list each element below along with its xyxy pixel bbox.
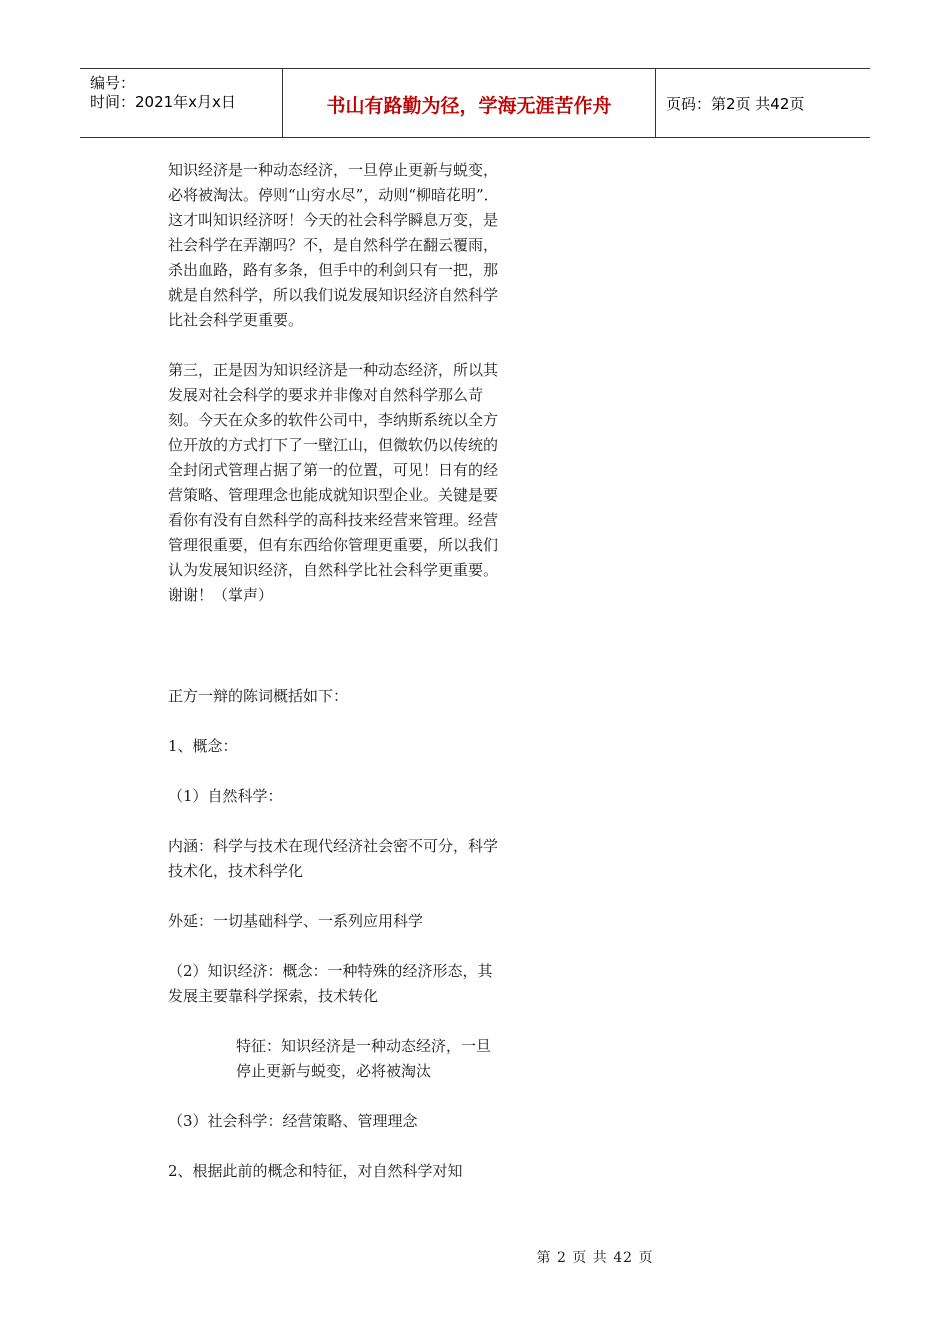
body-paragraph: 知识经济是一种动态经济，一旦停止更新与蜕变，必将被淘汰。停则“山穷水尽”，动则“柳暗花明”．这才叫知识经济呀！今天的社会科学瞬息万变，是社会科学在弄潮吗？不，是自然科学在翻云覆雨，杀出血路，路有多条，但手中的利剑只有一把，那就是自然科学，所以我们说发展知识经济自然科学比社会科学更重要。: [168, 161, 499, 329]
summary-heading: 正方一辩的陈词概括如下：: [168, 687, 349, 705]
header-motto: 书山有路勤为径，学海无涯苦作舟: [326, 95, 612, 117]
header-page-number: 页码：第2页 共42页: [666, 95, 805, 113]
document-number-label: 编号：: [90, 74, 136, 92]
header-meta-cell: [80, 69, 283, 137]
header-motto-cell: [283, 69, 656, 137]
body-paragraph: 第三，正是因为知识经济是一种动态经济，所以其发展对社会科学的要求并非像对自然科学那么苛刻。今天在众多的软件公司中，李纳斯系统以全方位开放的方式打下了一壁江山，但微软仍以传统的全封闭式管理占据了第一的位置，可见！日有的经营策略、管理理念也能成就知识型企业。关键是要看你有没有自然科学的高科技来经营来管理。经营管理很重要，但有东西给你管理更重要，所以我们认为发展知识经济，自然科学比社会科学更重要。谢谢！（掌声）: [168, 361, 499, 604]
list-item: （3）社会科学：经营策略、管理理念: [168, 1112, 418, 1130]
header-page-cell: [656, 69, 870, 137]
list-item: 2、根据此前的概念和特征，对自然科学对知: [168, 1162, 463, 1180]
document-header: [80, 68, 870, 138]
list-item: （2）知识经济：概念：一种特殊的经济形态，其发展主要靠科学探索，技术转化: [168, 962, 493, 1005]
page-footer: 第 2 页 共 42 页: [536, 1250, 654, 1266]
list-item: 1、概念：: [168, 737, 238, 755]
list-item: 内涵：科学与技术在现代经济社会密不可分，科学技术化，技术科学化: [168, 837, 499, 880]
list-item: 特征：知识经济是一种动态经济，一旦停止更新与蜕变，必将被淘汰: [236, 1037, 492, 1080]
document-body: [168, 158, 502, 1184]
list-item: （1）自然科学：: [168, 787, 283, 805]
document-date-label: 时间：2021年x月x日: [90, 93, 236, 111]
list-item: 外延：一切基础科学、一系列应用科学: [168, 912, 424, 930]
